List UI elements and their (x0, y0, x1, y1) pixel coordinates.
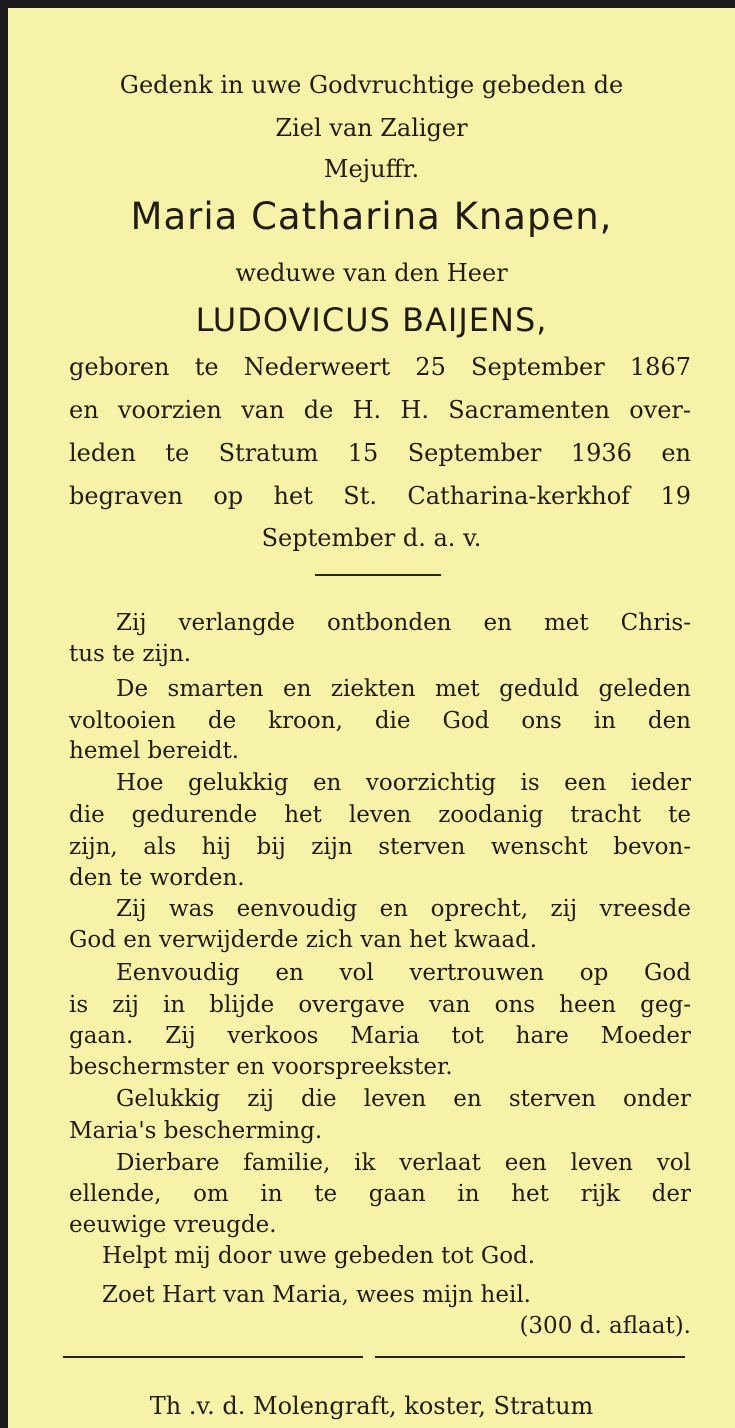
prayer-line: Helpt mij door uwe gebeden tot God. (102, 1243, 536, 1269)
header-line-2: Ziel van Zaliger (275, 114, 468, 142)
biography-line: geboren te Nederweert 25 September 1867 (69, 353, 691, 381)
prayer-line: tus te zijn. (69, 641, 192, 667)
prayer-line: De smarten en ziekten met geduld geleden (116, 676, 691, 702)
prayer-line: Eenvoudig en vol vertrouwen op God (116, 960, 691, 986)
divider-left (63, 1356, 363, 1358)
biography-line: begraven op het St. Catharina-kerkhof 19 (69, 482, 691, 510)
printer-credit: Th .v. d. Molengraft, koster, Stratum (149, 1392, 594, 1420)
prayer-line: Zij verlangde ontbonden en met Chris- (116, 610, 691, 636)
prayer-line: Hoe gelukkig en voorzichtig is een ieder (116, 770, 691, 796)
biography-line: September d. a. v. (261, 524, 482, 552)
husband-name: LUDOVICUS BAIJENS, (195, 301, 548, 339)
invocation-line: Zoet Hart van Maria, wees mijn heil. (102, 1282, 531, 1308)
prayer-line: beschermster en voorspreekster. (69, 1054, 453, 1080)
biography-line: leden te Stratum 15 September 1936 en (69, 439, 691, 467)
prayer-line: gaan. Zij verkoos Maria tot hare Moeder (69, 1023, 691, 1049)
prayer-line: Dierbare familie, ik verlaat een leven vol (116, 1150, 691, 1176)
prayer-line: is zij in blijde overgave van ons heen geg- (69, 992, 691, 1018)
prayer-line: hemel bereidt. (69, 738, 240, 764)
deceased-name: Maria Catharina Knapen, (130, 195, 613, 238)
header-line-1: Gedenk in uwe Godvruchtige gebeden de (119, 71, 624, 99)
prayer-line: God en verwijderde zich van het kwaad. (69, 927, 538, 953)
prayer-line: eeuwige vreugde. (69, 1212, 277, 1238)
prayer-line: voltooien de kroon, die God ons in den (69, 708, 691, 734)
prayer-line: Zij was eenvoudig en oprecht, zij vreesde (116, 896, 691, 922)
prayer-line: die gedurende het leven zoodanig tracht te (69, 802, 691, 828)
indulgence-note: (300 d. aflaat). (519, 1313, 691, 1339)
prayer-line: den te worden. (69, 865, 245, 891)
prayer-line: ellende, om in te gaan in het rijk der (69, 1181, 691, 1207)
widow-of-line: weduwe van den Heer (235, 259, 508, 287)
divider-right (375, 1356, 685, 1358)
memorial-card (8, 8, 735, 1428)
divider-short (315, 574, 441, 576)
biography-line: en voorzien van de H. H. Sacramenten over- (69, 396, 691, 424)
prayer-line: Maria's bescherming. (69, 1118, 323, 1144)
prayer-line: Gelukkig zij die leven en sterven onder (116, 1086, 691, 1112)
header-line-3: Mejuffr. (323, 155, 420, 183)
prayer-line: zijn, als hij bij zijn sterven wenscht bevon- (69, 834, 691, 860)
